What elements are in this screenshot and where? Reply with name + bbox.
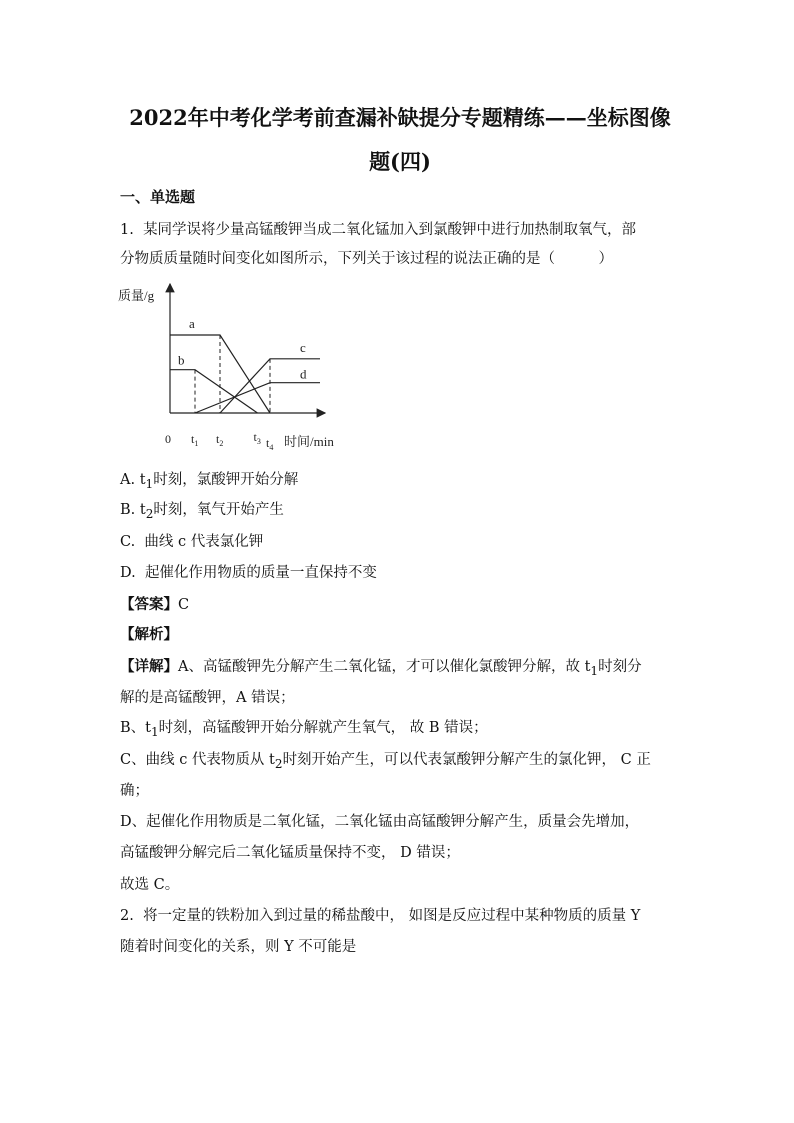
x-axis-label: 时间/min bbox=[284, 434, 334, 449]
answer-line bbox=[120, 593, 189, 614]
tick-label-t4: $t_4$ bbox=[266, 436, 274, 452]
detail-line-8: 故选 C。 bbox=[120, 877, 180, 893]
series-label-d: d bbox=[300, 366, 307, 382]
q1-stem-text-1: 某同学误将少量高锰酸钾当成二氧化锰加入到氯酸钾中进行加热制取氧气，部 bbox=[143, 222, 637, 238]
detail-line-3: B、$t_1$时刻，高锰酸钾开始分解就产生氧气， 故 B 错误； bbox=[120, 720, 488, 739]
detail-tag: 【详解】 bbox=[120, 658, 178, 675]
detail-line-5: 确； bbox=[120, 783, 149, 799]
series-line-d bbox=[195, 383, 320, 413]
title-line-2: 题(四) bbox=[369, 149, 431, 174]
x-tick-labels bbox=[191, 430, 273, 452]
detail-line-4: C、曲线 c 代表物质从 $t_2$时刻开始产生，可以代表氯酸钾分解产生的氯化钾， C 正 bbox=[120, 752, 651, 771]
origin-label: 0 bbox=[165, 432, 171, 446]
mass-time-chart bbox=[110, 275, 360, 460]
series-line-b bbox=[170, 370, 258, 413]
series-lines bbox=[170, 335, 320, 413]
option-b[interactable]: B. $t_2$时刻，氧气开始产生 bbox=[120, 502, 284, 521]
series-label-a: a bbox=[189, 316, 195, 331]
option-c[interactable]: C. 曲线 c 代表氯化钾 bbox=[120, 534, 264, 550]
q2-stem-text-1: 将一定量的铁粉加入到过量的稀盐酸中， 如图是反应过程中某种物质的质量 Y bbox=[143, 908, 641, 924]
option-a[interactable]: A. $t_1$时刻，氯酸钾开始分解 bbox=[120, 472, 299, 491]
section-heading: 一、单选题 bbox=[120, 188, 196, 206]
y-axis-label: 质量/g bbox=[118, 288, 155, 303]
detail-line-2: 解的是高锰酸钾，A 错误； bbox=[120, 690, 295, 706]
detail-line-7: 高锰酸钾分解完后二氧化锰质量保持不变， D 错误； bbox=[120, 845, 460, 861]
detail-line-6: D、起催化作用物质是二氧化锰，二氧化锰由高锰酸钾分解产生，质量会先增加， bbox=[120, 814, 640, 830]
answer-value: C bbox=[178, 597, 190, 613]
title-line-1: 2022年中考化学考前查漏补缺提分专题精练——坐标图像 bbox=[129, 105, 671, 130]
document-title bbox=[100, 96, 700, 184]
tick-guides bbox=[195, 335, 270, 413]
analysis-tag: 【解析】 bbox=[120, 626, 178, 643]
answer-tag: 【答案】 bbox=[120, 596, 178, 613]
series-label-c: c bbox=[300, 339, 306, 355]
q2-stem-line-2: 随着时间变化的关系，则 Y 不可能是 bbox=[120, 939, 357, 955]
option-d[interactable]: D. 起催化作用物质的质量一直保持不变 bbox=[120, 565, 377, 581]
tick-label-t3: $t_3$ bbox=[253, 430, 261, 446]
q2-number: 2. bbox=[120, 908, 134, 924]
tick-label-t1: $t_1$ bbox=[191, 432, 199, 448]
tick-label-t2: $t_2$ bbox=[216, 432, 224, 448]
q1-stem-line-1 bbox=[120, 218, 636, 239]
q1-stem-line-2: 分物质质量随时间变化如图所示，下列关于该过程的说法正确的是（ ） bbox=[120, 251, 613, 267]
q2-stem-line-1 bbox=[120, 904, 640, 925]
detail-line-1: 【详解】A、高锰酸钾先分解产生二氧化锰，才可以催化氯酸钾分解，故 $t_1$时刻分 bbox=[120, 658, 642, 678]
series-label-b: b bbox=[178, 352, 185, 368]
q1-number: 1. bbox=[120, 222, 134, 238]
